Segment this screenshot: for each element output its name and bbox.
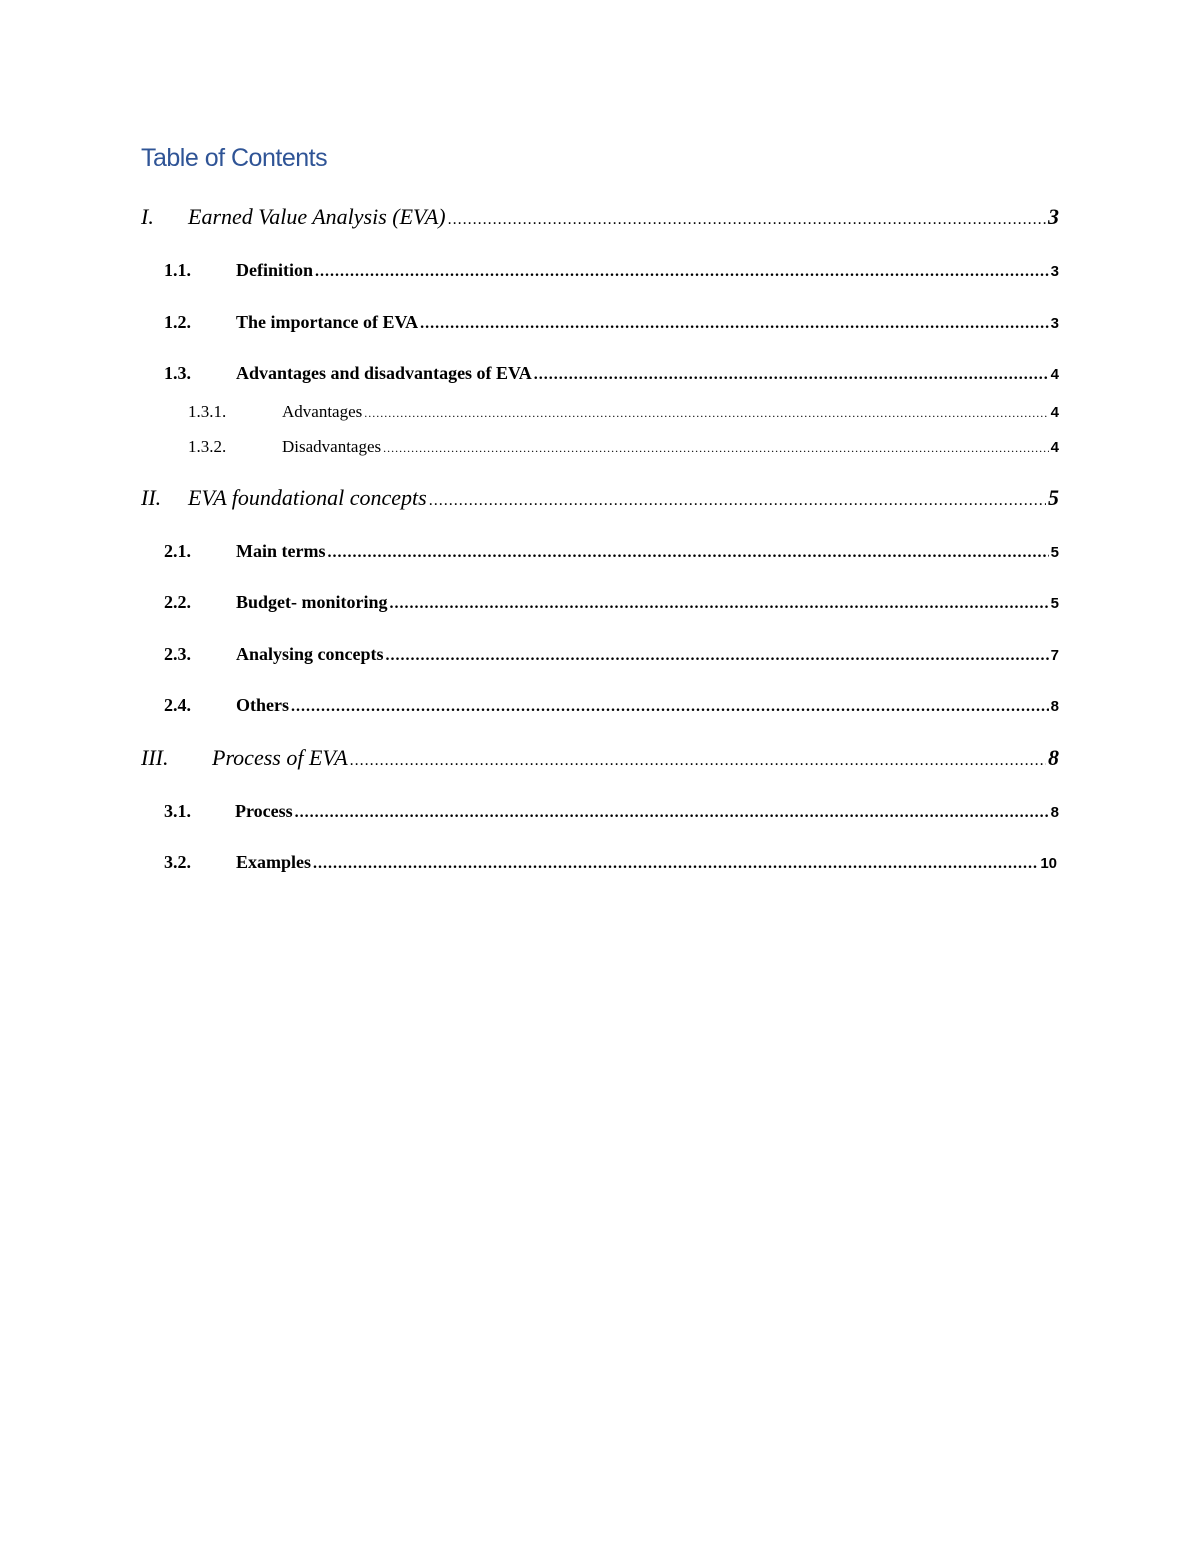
toc-entry[interactable] <box>0 541 1059 562</box>
toc-entry-label: Main terms <box>236 541 326 561</box>
toc-entry-page: 4 <box>1050 404 1059 421</box>
toc-entry-number: 3.2. <box>164 852 191 872</box>
toc-entry-page: 4 <box>1050 439 1059 456</box>
toc-entry-page: 10 <box>1040 855 1057 872</box>
toc-leader <box>327 544 1048 562</box>
toc-entry-number: 2.1. <box>164 541 191 561</box>
toc-leader <box>420 315 1048 333</box>
toc-entry-label: Definition <box>236 260 314 280</box>
toc-entry-label: EVA foundational concepts <box>188 485 427 510</box>
toc-entry-label: Budget- monitoring <box>236 592 388 612</box>
toc-entry-number: 3.1. <box>164 801 191 821</box>
toc-leader <box>534 366 1049 384</box>
toc-entry-page: 5 <box>1050 595 1059 612</box>
toc-entry-number: 2.3. <box>164 644 191 664</box>
toc-entry[interactable] <box>0 644 1059 665</box>
toc-entry-label: Examples <box>236 852 312 872</box>
toc-entry[interactable] <box>0 402 1059 422</box>
toc-title: Table of Contents <box>141 144 328 172</box>
toc-entry-number: I. <box>141 204 154 229</box>
toc-entry-label: Others <box>236 695 289 715</box>
toc-leader <box>448 211 1046 229</box>
toc-entry-label: Earned Value Analysis (EVA) <box>188 204 446 229</box>
toc-entry-number: 1.3.2. <box>188 437 227 456</box>
toc-leader <box>386 647 1049 665</box>
toc-entry-page: 5 <box>1050 544 1059 561</box>
toc-leader <box>364 406 1048 421</box>
toc-entry[interactable] <box>0 745 1059 771</box>
toc-entry-page: 3 <box>1050 315 1059 332</box>
toc-entry-page: 8 <box>1050 804 1059 821</box>
toc-entry[interactable] <box>0 204 1059 230</box>
toc-leader <box>315 263 1049 281</box>
toc-entry[interactable] <box>0 437 1059 457</box>
toc-entry-label: Disadvantages <box>282 437 382 456</box>
toc-entry-page: 5 <box>1048 485 1059 510</box>
toc-entry-page: 3 <box>1050 263 1059 280</box>
toc-entry[interactable] <box>0 312 1059 333</box>
toc-entry-label: Analysing concepts <box>236 644 384 664</box>
toc-entry-number: 1.3.1. <box>188 402 227 421</box>
toc-entry-page: 4 <box>1050 366 1059 383</box>
toc-entry-label: Process of EVA <box>212 745 348 770</box>
toc-entry-page: 7 <box>1050 647 1059 664</box>
toc-entry-number: 2.2. <box>164 592 191 612</box>
toc-leader <box>429 492 1046 510</box>
toc-entry-page: 8 <box>1048 745 1059 770</box>
toc-entry-number: 1.1. <box>164 260 191 280</box>
toc-entry-number: 2.4. <box>164 695 191 715</box>
toc-leader <box>291 698 1049 716</box>
toc-entry-label: Advantages and disadvantages of EVA <box>236 363 532 383</box>
toc-leader <box>350 752 1046 770</box>
toc-entry[interactable] <box>0 801 1059 822</box>
toc-entry-label: Advantages <box>282 402 363 421</box>
toc-entry[interactable] <box>0 260 1059 281</box>
toc-leader <box>390 595 1049 613</box>
toc-entry-number: II. <box>141 485 162 510</box>
toc-entry[interactable] <box>0 485 1059 511</box>
toc-entry-label: The importance of EVA <box>236 312 419 332</box>
toc-entry-page: 3 <box>1048 204 1059 229</box>
toc-entry[interactable] <box>0 695 1059 716</box>
toc-entry-number: III. <box>141 745 169 770</box>
toc-entry[interactable] <box>0 852 1059 873</box>
toc-entry-page: 8 <box>1050 698 1059 715</box>
toc-entry-number: 1.3. <box>164 363 191 383</box>
toc-leader <box>295 804 1049 822</box>
toc-entry[interactable] <box>0 592 1059 613</box>
toc-leader <box>313 855 1038 873</box>
toc-entry-number: 1.2. <box>164 312 191 332</box>
toc-entry[interactable] <box>0 363 1059 384</box>
toc-entry-label: Process <box>235 801 293 821</box>
toc-leader <box>383 441 1049 456</box>
